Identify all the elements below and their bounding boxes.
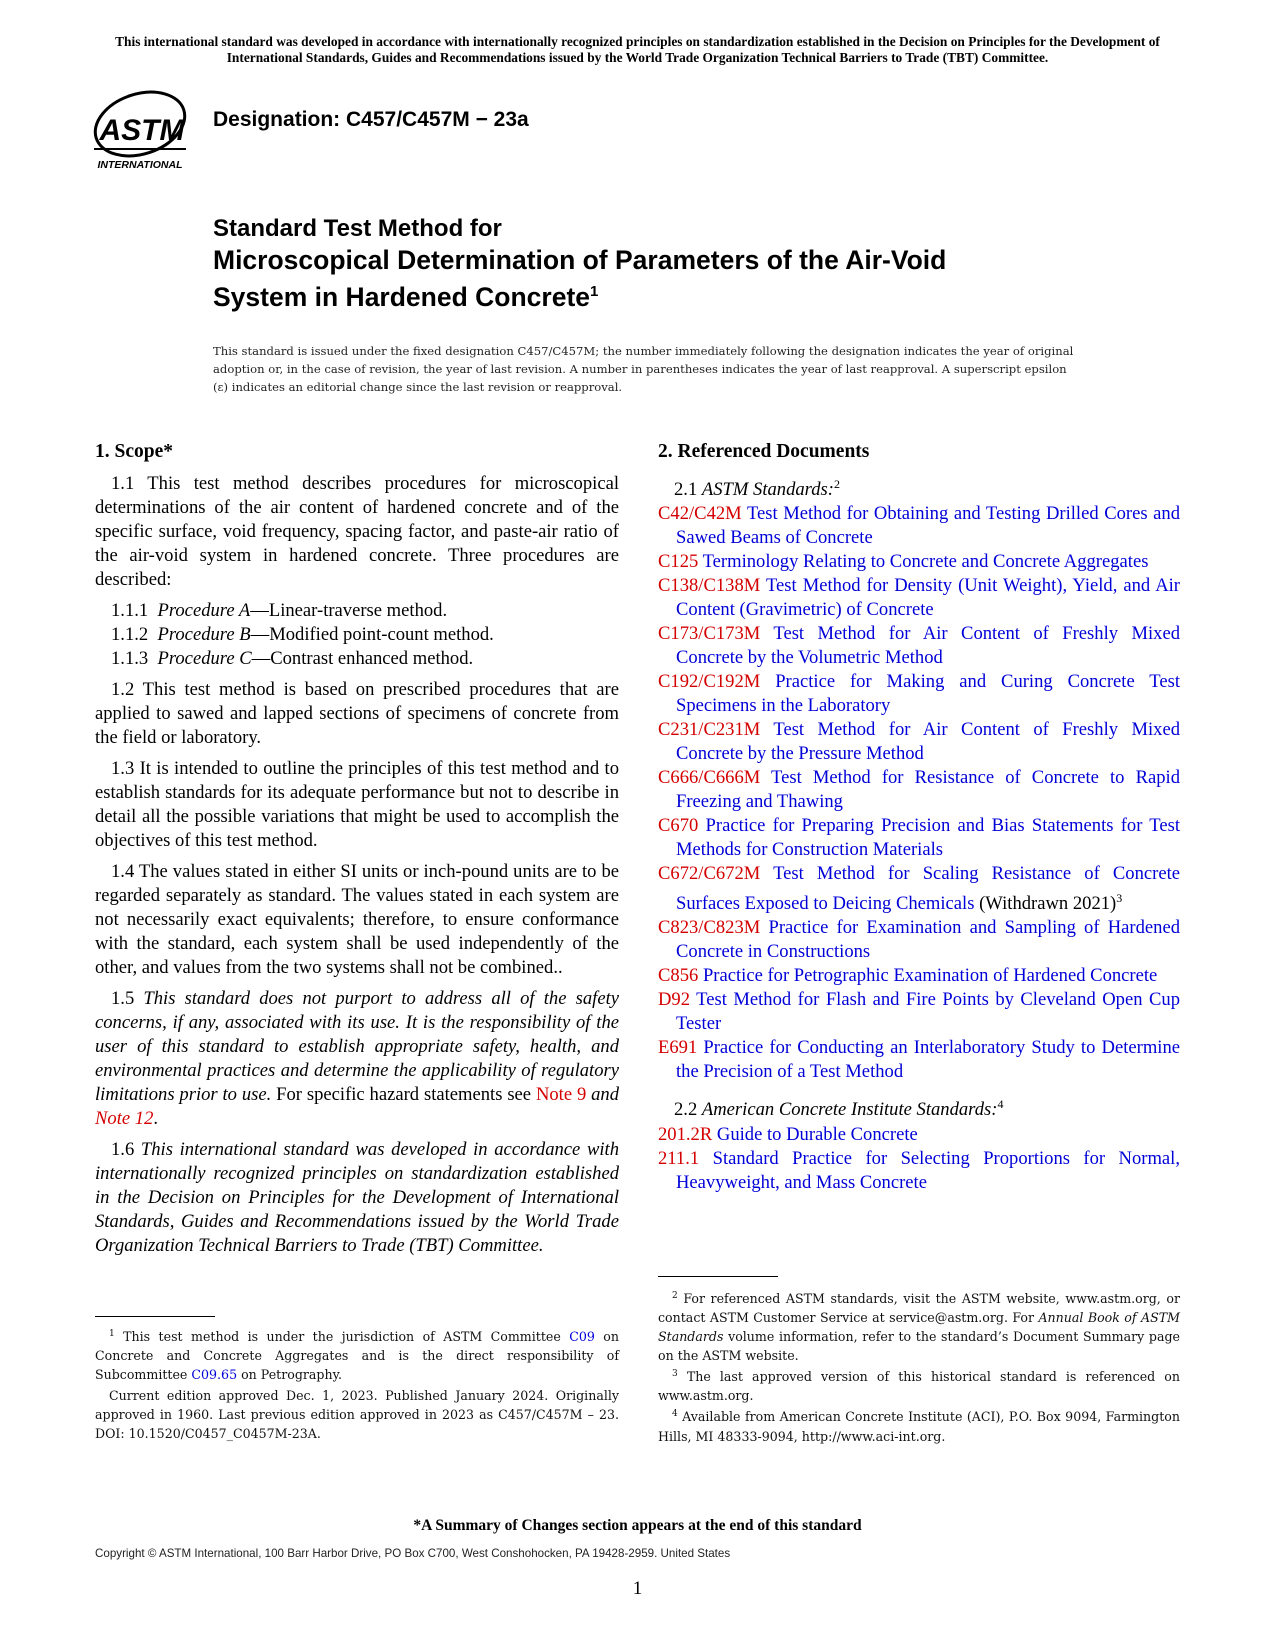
wto-statement: This international standard was developed in accordance with internationally recognized principles on standardization established in the Decision on Principles for the Development of International Standards, Guides and Recommendations issued by the World Trade Organization Technical Barriers to Trade (TBT) Committee.	[95, 1139, 620, 1256]
reference-code-link[interactable]: C231/C231M	[658, 719, 761, 741]
reference-code-link[interactable]: C42/C42M	[658, 503, 742, 525]
reference-title-link[interactable]: Guide to Durable Concrete	[712, 1123, 918, 1145]
reference-title-link[interactable]: Practice for Preparing Precision and Bias Statements for Test Methods for Construction Materials	[676, 815, 1180, 861]
title-line-2: Microscopical Determination of Parameters of the Air-Void	[213, 245, 947, 275]
reference-title-link[interactable]: Test Method for Obtaining and Testing Drilled Cores and Sawed Beams of Concrete	[676, 503, 1180, 549]
logo-subtitle: INTERNATIONAL	[97, 159, 183, 171]
astm-logo	[92, 88, 202, 176]
footnote-2	[658, 1287, 1180, 1365]
subheading-number: 2.2	[674, 1099, 702, 1121]
reference-code-link[interactable]: C138/C138M	[658, 575, 761, 597]
aci-reference-list	[658, 1123, 1180, 1195]
reference-item	[658, 862, 1180, 916]
reference-title-link[interactable]: Practice for Making and Curing Concrete Test Specimens in the Laboratory	[676, 671, 1180, 717]
reference-item	[658, 670, 1180, 718]
footnote-mark[interactable]: 3	[1116, 891, 1123, 906]
scope-para-1-4: 1.4 The values stated in either SI units or inch-pound units are to be regarded separately as standard. The values stated in each system are not necessarily exact equivalents; therefore, to ensure conformance with the standard, each system shall be used independently of the other, and values from the two systems shall not be combined..	[95, 861, 619, 978]
annual-book-title: Annual Book of ASTM Standards	[658, 1310, 1180, 1345]
safety-statement: This standard does not purport to address all of the safety concerns, if any, associated with its use. It is the responsibility of the user of this standard to establish appropriate safety, health, and environmental practices and determine the applicability of regulatory limitations prior to use.	[95, 988, 619, 1105]
reference-item	[658, 766, 1180, 814]
title-line-1: Standard Test Method for	[213, 215, 502, 242]
reference-item	[658, 1036, 1180, 1084]
astm-reference-list	[658, 502, 1180, 1084]
note-12-link[interactable]: Note 12	[95, 1108, 154, 1129]
footnote-text: Available from American Concrete Institute (ACI), P.O. Box 9094, Farmington Hills, MI 48333-9094, http://www.aci-int.org.	[658, 1409, 1180, 1444]
footnote-mark: 1	[109, 1329, 115, 1339]
reference-title-link[interactable]: Practice for Examination and Sampling of Hardened Concrete in Constructions	[676, 917, 1180, 963]
note-9-link[interactable]: Note 9	[535, 1084, 587, 1105]
footnote-mark[interactable]: 2	[833, 477, 840, 491]
footnote-rule-left	[95, 1316, 215, 1317]
footnote-rule-right	[658, 1276, 778, 1277]
reference-item	[658, 916, 1180, 964]
footnote-text: The last approved version of this historical standard is referenced on www.astm.org.	[658, 1369, 1180, 1404]
reference-item	[658, 502, 1180, 550]
reference-item	[658, 574, 1180, 622]
title-line-3	[213, 276, 946, 313]
withdrawn-note: (Withdrawn 2021)	[974, 893, 1117, 915]
reference-item	[658, 550, 1180, 574]
reference-code-link[interactable]: C670	[658, 815, 699, 837]
item-name: Procedure B	[157, 624, 251, 645]
subcommittee-c09-65-link[interactable]: C09.65	[191, 1367, 238, 1383]
reference-code-link[interactable]: C672/C672M	[658, 863, 761, 885]
scope-para-1-6	[95, 1138, 619, 1258]
reference-code-link[interactable]: D92	[658, 989, 691, 1011]
scope-heading: 1. Scope*	[95, 441, 173, 462]
reference-item	[658, 622, 1180, 670]
item-number: 1.1.1	[111, 600, 149, 621]
summary-of-changes-note: *A Summary of Changes section appears at the end of this standard	[413, 1517, 862, 1534]
reference-title-link[interactable]: Terminology Relating to Concrete and Concrete Aggregates	[698, 551, 1149, 573]
para-number: 1.5	[111, 988, 144, 1009]
item-name: Procedure A	[157, 600, 251, 621]
footnote-text: on Concrete and Concrete Aggregates and is the direct responsibility of Subcommittee	[95, 1329, 619, 1383]
aci-standards-subheading	[658, 1092, 1180, 1122]
reference-code-link[interactable]: C856	[658, 965, 699, 987]
issuance-note: This standard is issued under the fixed designation C457/C457M; the number immediately following the designation indicates the year of original adoption or, in the case of revision, the year of last revision. A number in parentheses indicates the year of last reapproval. A superscript epsilon (ε) indicates an editorial change since the last revision or reapproval.	[213, 344, 1074, 394]
designation: Designation: C457/C457M − 23a	[213, 108, 529, 131]
item-number: 1.1.2	[111, 624, 149, 645]
footnote-1	[95, 1325, 619, 1384]
copyright: Copyright © ASTM International, 100 Barr Harbor Drive, PO Box C700, West Conshohocken, PA 19428-2959. United States	[95, 1547, 731, 1560]
scope-item-1-1-3	[111, 647, 619, 671]
item-text: —Contrast enhanced method.	[251, 648, 474, 669]
reference-item	[658, 964, 1180, 988]
footnote-mark: 2	[672, 1291, 678, 1301]
right-column	[658, 440, 1180, 1195]
title-block	[213, 214, 946, 313]
reference-title-link[interactable]: Test Method for Air Content of Freshly Mixed Concrete by the Volumetric Method	[676, 623, 1180, 669]
reference-code-link[interactable]: C173/C173M	[658, 623, 761, 645]
footnotes-left	[95, 1325, 619, 1443]
para-text: .	[153, 1108, 159, 1129]
reference-title-link[interactable]: Test Method for Scaling Resistance of Concrete Surfaces Exposed to Deicing Chemicals	[676, 863, 1180, 915]
footnote-4	[658, 1405, 1180, 1445]
scope-item-1-1-2	[111, 623, 619, 647]
page-number: 1	[632, 1578, 643, 1599]
subheading-number: 2.1	[674, 479, 702, 501]
para-text: and	[586, 1084, 620, 1105]
edition-note: Current edition approved Dec. 1, 2023. Published January 2024. Originally approved in 1960. Last previous edition approved in 2023 as C457/C457M – 23. DOI: 10.1520/C0457_C0457M-23A.	[95, 1388, 619, 1442]
scope-para-1-3: 1.3 It is intended to outline the principles of this test method and to establish standards for its adequate performance but not to describe in detail all the possible variations that might be used to accomplish the objectives of this test method.	[95, 758, 619, 851]
item-name: Procedure C	[157, 648, 252, 669]
title-line-3-text: System in Hardened Concrete	[213, 281, 591, 312]
reference-item	[658, 718, 1180, 766]
footnote-text: on Petrography.	[237, 1367, 343, 1383]
reference-code-link[interactable]: 201.2R	[658, 1123, 713, 1145]
reference-code-link[interactable]: C666/C666M	[658, 767, 761, 789]
para-text: For specific hazard statements see	[271, 1084, 536, 1105]
astm-standards-subheading	[658, 472, 1180, 502]
scope-para-1-5	[95, 987, 619, 1131]
reference-title-link[interactable]: Standard Practice for Selecting Proportions for Normal, Heavyweight, and Mass Concrete	[676, 1147, 1180, 1193]
left-column	[95, 440, 619, 1265]
footnote-mark[interactable]: 4	[997, 1097, 1004, 1112]
logo-letters: ASTM	[99, 114, 185, 147]
reference-item	[658, 1147, 1180, 1195]
top-notice: This international standard was developed in accordance with internationally recognized principles on standardization established in the Decision on Principles for the Development of International Standards, Guides and Recommendations issued by the World Trade Organization Technical Barriers to Trade (TBT) Committee.	[115, 34, 1160, 65]
footnote-mark: 3	[672, 1369, 678, 1380]
reference-code-link[interactable]: E691	[658, 1037, 698, 1059]
footnote-mark: 4	[672, 1409, 678, 1420]
subheading-label: American Concrete Institute Standards:	[701, 1099, 998, 1121]
reference-title-link[interactable]: Test Method for Resistance of Concrete to Rapid Freezing and Thawing	[676, 767, 1180, 813]
title-footnote-mark[interactable]: 1	[590, 283, 599, 300]
item-number: 1.1.3	[111, 648, 149, 669]
footnotes-right	[658, 1287, 1180, 1446]
reference-code-link[interactable]: 211.1	[658, 1147, 700, 1169]
item-text: —Linear-traverse method.	[250, 600, 448, 621]
footnote-text: This test method is under the jurisdiction of ASTM Committee	[114, 1329, 570, 1345]
reference-title-link[interactable]: Test Method for Flash and Fire Points by Cleveland Open Cup Tester	[676, 989, 1180, 1035]
committee-c09-link[interactable]: C09	[569, 1329, 595, 1345]
reference-title-link[interactable]: Practice for Petrographic Examination of Hardened Concrete	[698, 965, 1158, 987]
reference-code-link[interactable]: C125	[658, 551, 699, 573]
footnote-text: For referenced ASTM standards, visit the ASTM website, www.astm.org, or contact ASTM Customer Service at service@astm.org. For	[658, 1291, 1180, 1326]
reference-code-link[interactable]: C823/C823M	[658, 917, 761, 939]
reference-item	[658, 988, 1180, 1036]
referenced-documents-heading: 2. Referenced Documents	[658, 441, 870, 462]
reference-item	[658, 1123, 1180, 1147]
reference-title-link[interactable]: Test Method for Density (Unit Weight), Yield, and Air Content (Gravimetric) of Concrete	[676, 575, 1180, 621]
scope-para-1-2: 1.2 This test method is based on prescribed procedures that are applied to sawed and lapped sections of specimens of concrete from the field or laboratory.	[95, 679, 619, 748]
footnote-3	[658, 1365, 1180, 1405]
footnote-text: volume information, refer to the standard’s Document Summary page on the ASTM website.	[658, 1329, 1180, 1364]
item-text: —Modified point-count method.	[250, 624, 494, 645]
scope-para-1-1: 1.1 This test method describes procedures for microscopical determinations of the air content of hardened concrete and of the specific surface, void frequency, spacing factor, and paste-air ratio of the air-void system in hardened concrete. Three procedures are described:	[95, 473, 619, 590]
reference-item	[658, 814, 1180, 862]
reference-title-link[interactable]: Test Method for Air Content of Freshly Mixed Concrete by the Pressure Method	[676, 719, 1180, 765]
subheading-label: ASTM Standards:	[701, 479, 834, 501]
para-number: 1.6	[111, 1139, 141, 1160]
reference-code-link[interactable]: C192/C192M	[658, 671, 761, 693]
reference-title-link[interactable]: Practice for Conducting an Interlaboratory Study to Determine the Precision of a Test Method	[676, 1037, 1180, 1083]
scope-item-1-1-1	[111, 599, 619, 623]
